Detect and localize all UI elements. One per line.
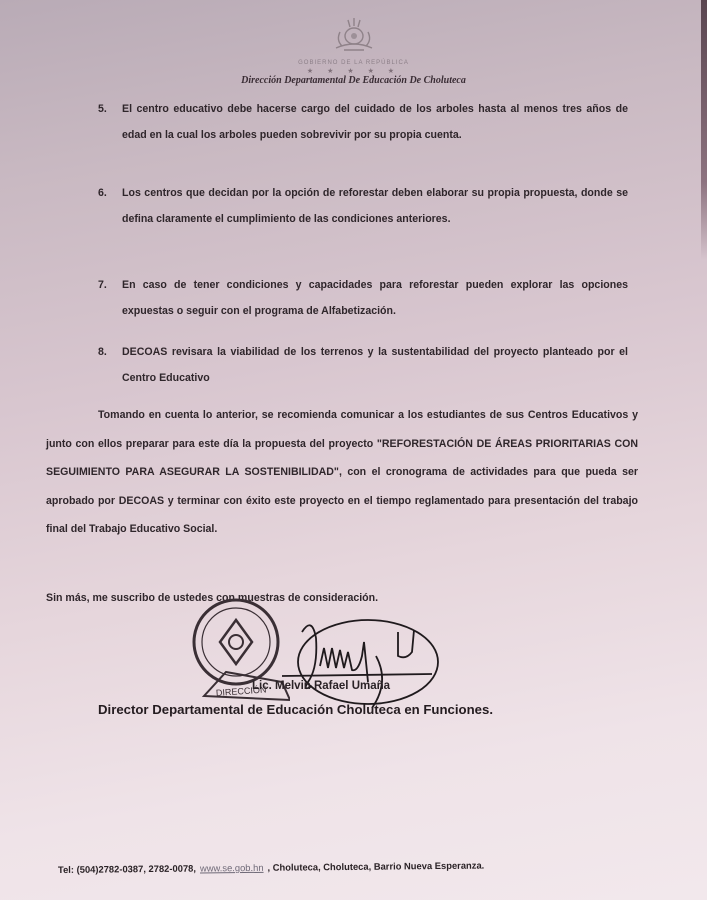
item-number: 8. [98, 346, 107, 358]
item-text: En caso de tener condiciones y capacidades para reforestar pueden explorar las opciones expuestas o seguir con el programa de Alfabetización. [122, 279, 628, 317]
government-line: GOBIERNO DE LA REPÚBLICA [298, 60, 409, 66]
item-number: 5. [98, 103, 107, 115]
list-item [98, 180, 628, 232]
department-heading: Dirección Departamental De Educación De Choluteca [241, 75, 466, 86]
item-number: 7. [98, 279, 107, 291]
item-text: DECOAS revisara la viabilidad de los terrenos y la sustentabilidad del proyecto planteado por el Centro Educativo [122, 346, 628, 384]
item-text: Los centros que decidan por la opción de reforestar deben elaborar su propia propuesta, donde se defina claramente el cumplimiento de las condiciones anteriores. [122, 187, 628, 225]
item-text: El centro educativo debe hacerse cargo del cuidado de los arboles hasta al menos tres años de edad en la cual los arboles pueden sobrevivir por su propia cuenta. [122, 103, 628, 141]
honduras-coat-of-arms-icon [324, 14, 384, 58]
website-link[interactable]: www.se.gob.hn [199, 861, 264, 874]
list-item [98, 96, 628, 148]
signer-title: Director Departamental de Educación Choluteca en Funciones. [98, 702, 493, 717]
footer-contact [58, 860, 484, 875]
body-paragraph-text: Tomando en cuenta lo anterior, se recomienda comunicar a los estudiantes de sus Centros Educativos y junto con ellos preparar para este día la propuesta del proyecto "REFORESTACIÓN DE ÁREAS PRIORITARIAS CON SEGUIMIENTO PARA ASEGURAR LA SOSTENIBILIDAD", con el cronograma de actividades para que pueda ser aprobado por DECOAS y terminar con éxito este proyecto en el tiempo reglamentado para presentación del trabajo final del Trabajo Educativo Social. [46, 409, 638, 535]
list-item [98, 272, 628, 324]
star-row-icon: ★ ★ ★ ★ ★ [306, 68, 401, 75]
closing-line: Sin más, me suscribo de ustedes con muestras de consideración. [46, 592, 379, 604]
list-item [98, 339, 628, 391]
item-number: 6. [98, 187, 107, 199]
handwritten-signature-icon [272, 612, 442, 712]
footer-phone: Tel: (504)2782-0387, 2782-0078, [57, 862, 197, 875]
footer-address: , Choluteca, Choluteca, Barrio Nueva Esperanza. [267, 859, 485, 873]
body-paragraph [46, 401, 638, 544]
signer-name: Lic. Melvin Rafael Umaña [252, 680, 391, 692]
letterhead [0, 14, 707, 86]
stamp-label: DIRECCIÓN [215, 684, 267, 698]
